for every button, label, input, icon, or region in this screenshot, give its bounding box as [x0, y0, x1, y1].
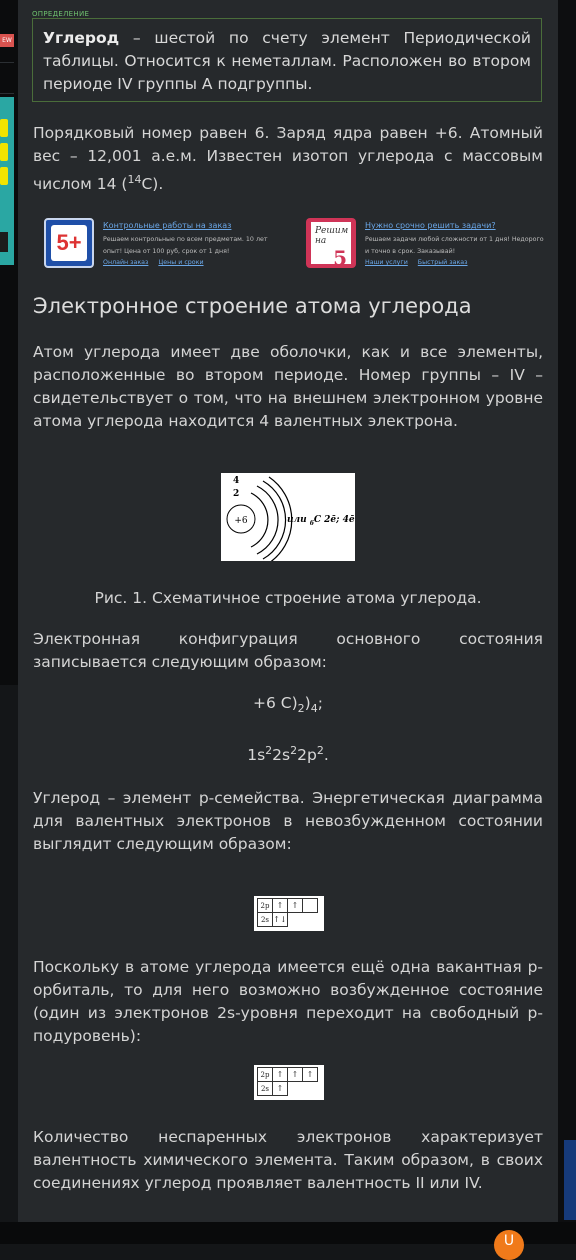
- ad-tasks-quick-order-link[interactable]: Быстрый заказ: [417, 259, 468, 266]
- ad-tests-logo[interactable]: 5+: [44, 218, 94, 268]
- ad-tasks-logo[interactable]: Решим на 5: [306, 218, 356, 268]
- left-nav-item[interactable]: [0, 62, 14, 94]
- left-ad-banner[interactable]: [0, 97, 14, 265]
- definition-box: [32, 18, 542, 102]
- svg-text:+6: +6: [234, 516, 248, 526]
- figure-caption: Рис. 1. Схематичное строение атома углерода.: [94, 589, 482, 607]
- ad-tests-prices-link[interactable]: Цены и сроки: [158, 259, 204, 266]
- section-heading: Электронное строение атома углерода: [33, 294, 472, 318]
- orbital-diagram-excited: 2p ↑ ↑ ↑ 2s ↑: [254, 1065, 324, 1100]
- left-sidebar: [0, 0, 18, 685]
- ad-tasks-services-link[interactable]: Наши услуги: [365, 259, 408, 266]
- atom-structure-figure: [221, 473, 355, 561]
- definition-text: – шестой по счету элемент Периодической таблицы. Относится к неметаллам. Расположен во втором периоде IV группы А подгруппы.: [43, 29, 531, 93]
- right-sidebar: [558, 0, 576, 1244]
- ad-tasks-title[interactable]: Нужно срочно решить задачи?: [365, 221, 496, 230]
- ad-tasks-desc: Решаем задачи любой сложности от 1 дня! Недорого и точно в срок. Заказывай!: [365, 236, 544, 255]
- paragraph-configuration: Электронная конфигурация основного состояния записывается следующим образом:: [33, 630, 543, 671]
- floating-action-button[interactable]: U: [494, 1230, 524, 1260]
- bottom-bar: [0, 1222, 576, 1244]
- definition-label: ОПРЕДЕЛЕНИЕ: [32, 10, 90, 18]
- definition-term: Углерод: [43, 29, 120, 47]
- svg-text:2: 2: [233, 489, 240, 499]
- left-badge[interactable]: EW: [0, 34, 14, 47]
- svg-text:или6C 2ē; 4ē: или $_6$C 2ē; 4ē: [287, 515, 355, 527]
- ad-tests-title[interactable]: Контрольные работы на заказ: [103, 221, 232, 230]
- svg-text:4: 4: [233, 476, 240, 486]
- paragraph-atomic-number: Порядковый номер равен 6. Заряд ядра равен +6. Атомный вес – 12,001 а.е.м. Известен изотоп углерода с массовым числом 14 ($^{14}$C).: [33, 124, 543, 194]
- orbital-diagram-ground: 2p ↑ ↑ 2s ↑↓: [254, 896, 324, 931]
- ad-tests-order-link[interactable]: Онлайн заказ: [103, 259, 149, 266]
- paragraph-p-family: Углерод – элемент p-семейства. Энергетическая диаграмма для валентных электронов в невозбужденном состоянии выглядит следующим образом:: [33, 789, 543, 853]
- paragraph-excited-state: Поскольку в атоме углерода имеется ещё одна вакантная p-орбиталь, то для него возможно возбужденное состояние (один из электронов 2s-уровня переходит на свободный p-подуровень):: [33, 958, 543, 1045]
- ad-tasks[interactable]: [306, 216, 544, 272]
- ad-tests[interactable]: [44, 216, 274, 272]
- right-ad-block[interactable]: [564, 1140, 576, 1220]
- paragraph-shells: Атом углерода имеет две оболочки, как и все элементы, расположенные во втором периоде. Номер группы – IV – свидетельствует о том, что на внешнем электронном уровне атома углерода находится 4 валентных электрона.: [33, 343, 543, 430]
- ad-tests-desc: Решаем контрольные по всем предметам. 10 лет опыт! Цена от 100 руб, срок от 1 дня!: [103, 236, 268, 255]
- paragraph-valence: Количество неспаренных электронов характеризует валентность химического элемента. Таким образом, в своих соединениях углерод проявляет валентность II или IV.: [33, 1128, 543, 1192]
- formula-shells: +6 $C)_2)_4$;: [253, 694, 323, 716]
- article-content: [18, 0, 558, 1222]
- formula-configuration: $1s^22s^22p^2$.: [247, 744, 329, 765]
